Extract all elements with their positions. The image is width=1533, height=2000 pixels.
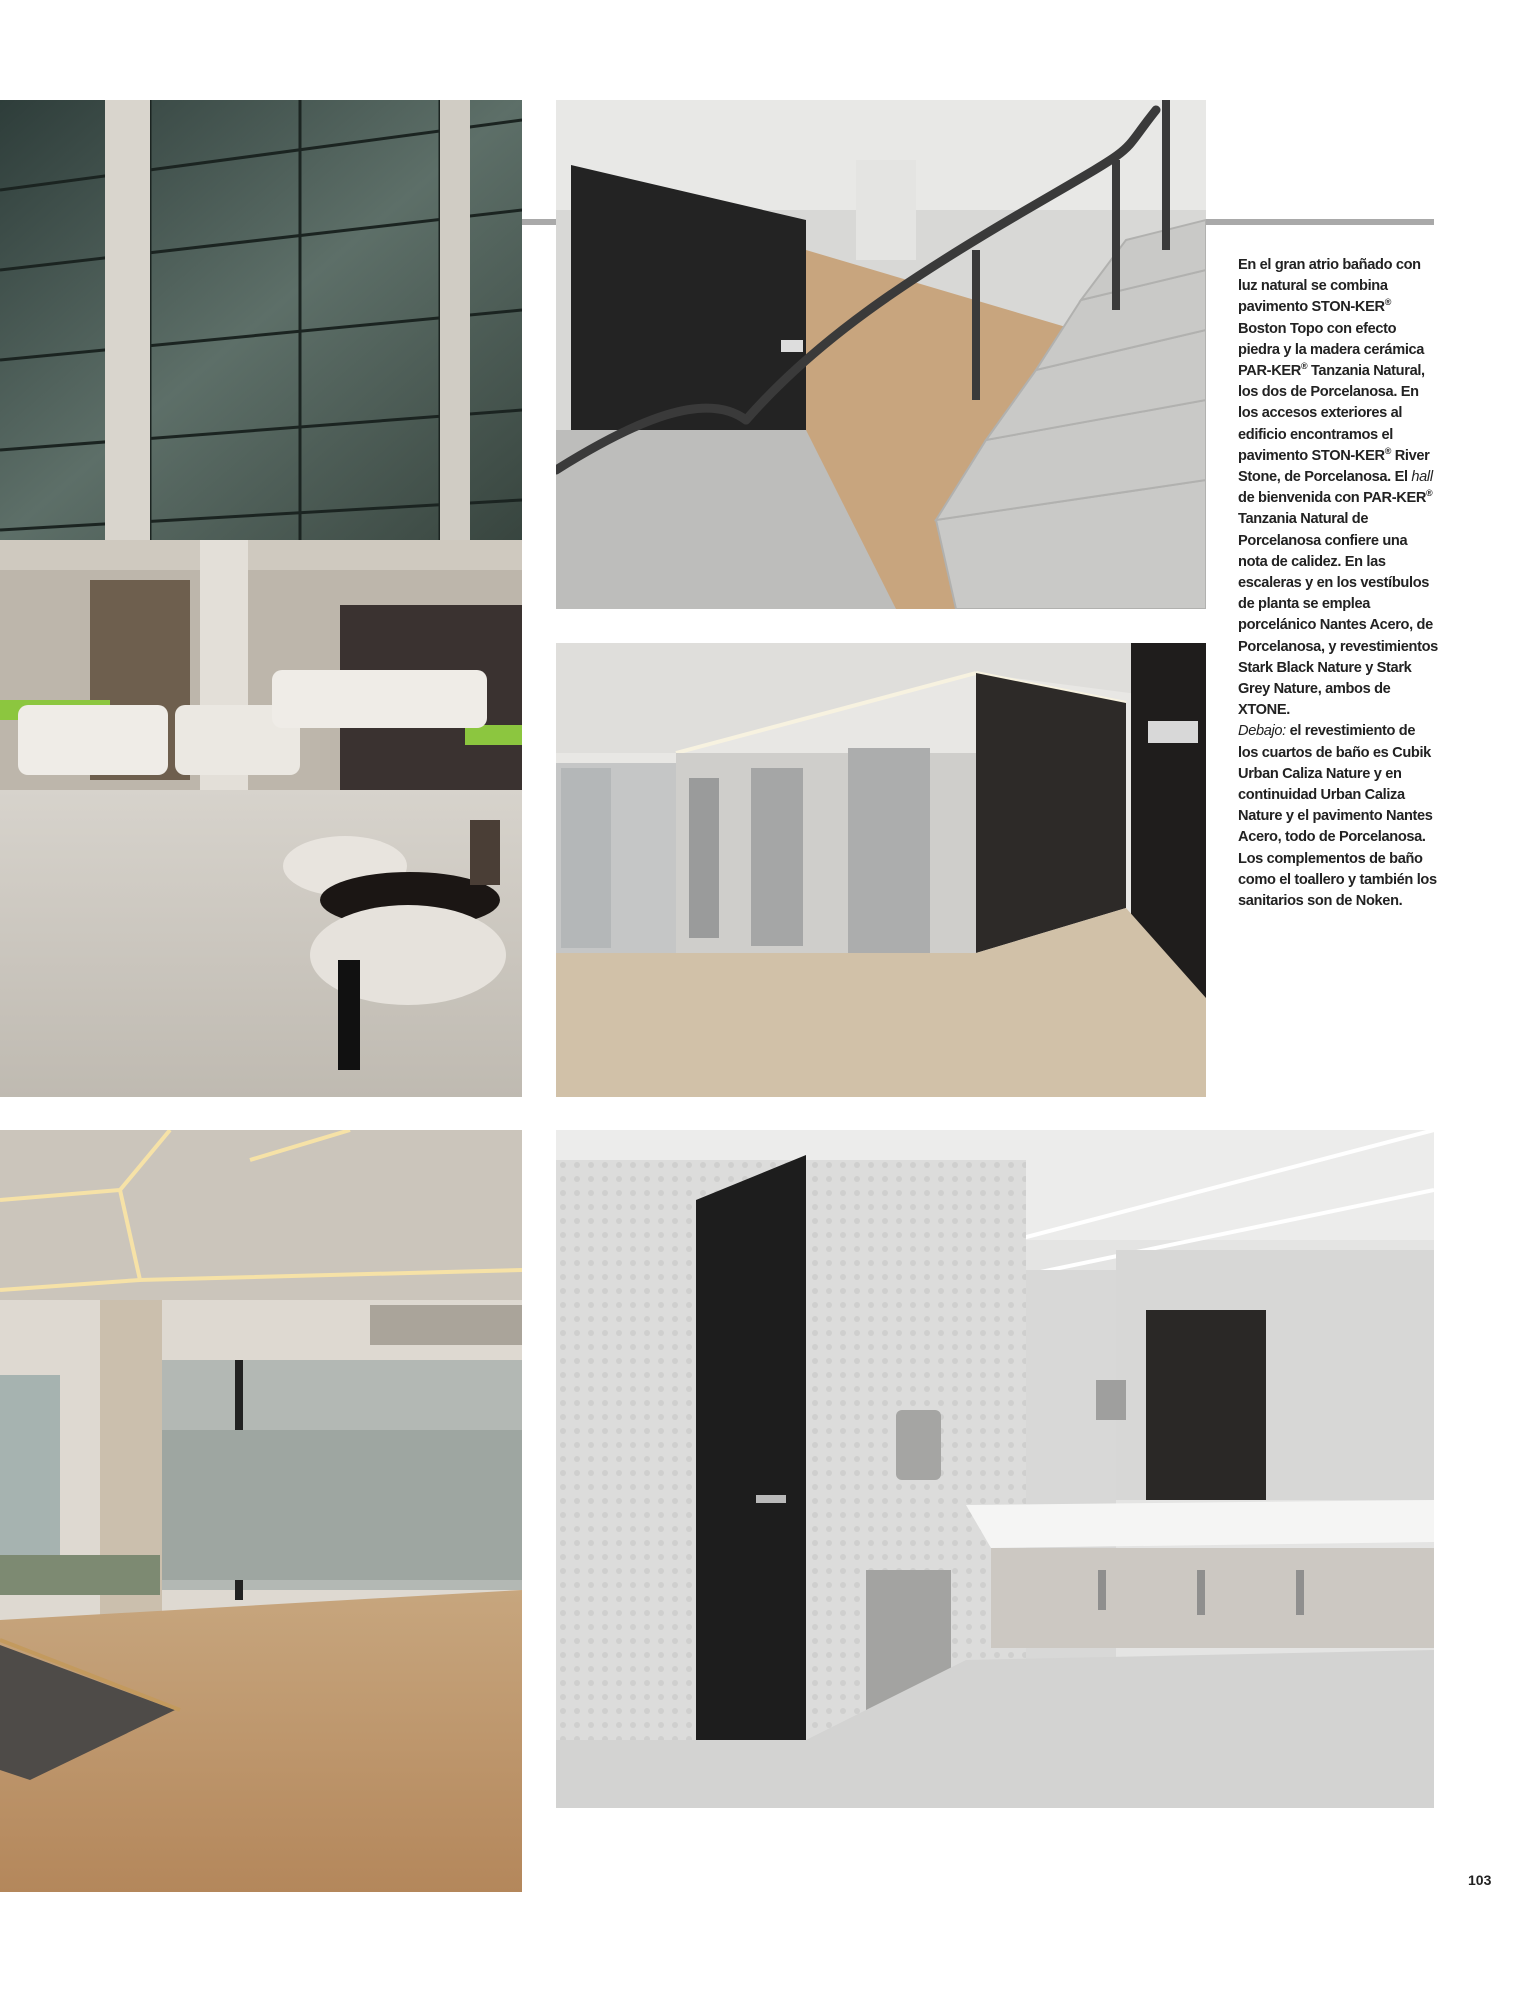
staircase-illustration bbox=[556, 100, 1206, 609]
atrium-illustration bbox=[0, 100, 522, 1097]
registered-mark: ® bbox=[1384, 445, 1391, 456]
caption-italic-hall: hall bbox=[1411, 469, 1433, 486]
registered-mark: ® bbox=[1426, 488, 1433, 499]
caption-text-6: Tanzania Natural de Porcelanosa confiere una nota de calidez. En las escaleras y en los vestíbulos de planta se emplea porcelánico Nantes Acero, de Porcelanosa, y revestimientos Stark Black Nature y Stark Grey Nature, ambos de XTONE. bbox=[1238, 511, 1438, 719]
photo-elevator-lobby bbox=[556, 643, 1206, 1097]
caption-text-7: el revestimiento de los cuartos de baño es Cubik Urban Caliza Nature y en continuidad Urban Caliza Nature y el pavimento Nantes Acero, todo de Porcelanosa. Los complementos de baño como el toallero y también los sanitarios son de Noken. bbox=[1238, 723, 1437, 910]
caption-text-3: Tanzania Natural, los dos de Porcelanosa. En los accesos exteriores al edificio encontramos el pavimento STON-KER bbox=[1238, 363, 1425, 464]
decorative-rule-left bbox=[522, 219, 556, 225]
caption-text-5: de bienvenida con PAR-KER bbox=[1238, 490, 1427, 507]
decorative-rule-right bbox=[1206, 219, 1434, 225]
caption-text-2: Boston Topo con efecto piedra y la madera cerámica PAR-KER bbox=[1238, 320, 1425, 380]
caption-text-1: En el gran atrio bañado con luz natural se combina pavimento STON-KER bbox=[1238, 257, 1421, 316]
caption-text-4: River Stone, de Porcelanosa. El bbox=[1238, 447, 1430, 486]
photo-bathroom bbox=[556, 1130, 1434, 1808]
lobby-illustration bbox=[0, 1130, 522, 1892]
registered-mark: ® bbox=[1384, 297, 1391, 308]
caption-italic-debajo: Debajo: bbox=[1238, 723, 1286, 740]
registered-mark: ® bbox=[1300, 361, 1308, 372]
page-number: 103 bbox=[1468, 1872, 1492, 1888]
photo-atrium-lounge bbox=[0, 100, 522, 1097]
bathroom-illustration bbox=[556, 1130, 1434, 1808]
photo-staircase bbox=[556, 100, 1206, 609]
photo-entrance-lobby bbox=[0, 1130, 522, 1892]
photo-caption bbox=[1238, 255, 1438, 912]
elevator-illustration bbox=[556, 643, 1206, 1097]
